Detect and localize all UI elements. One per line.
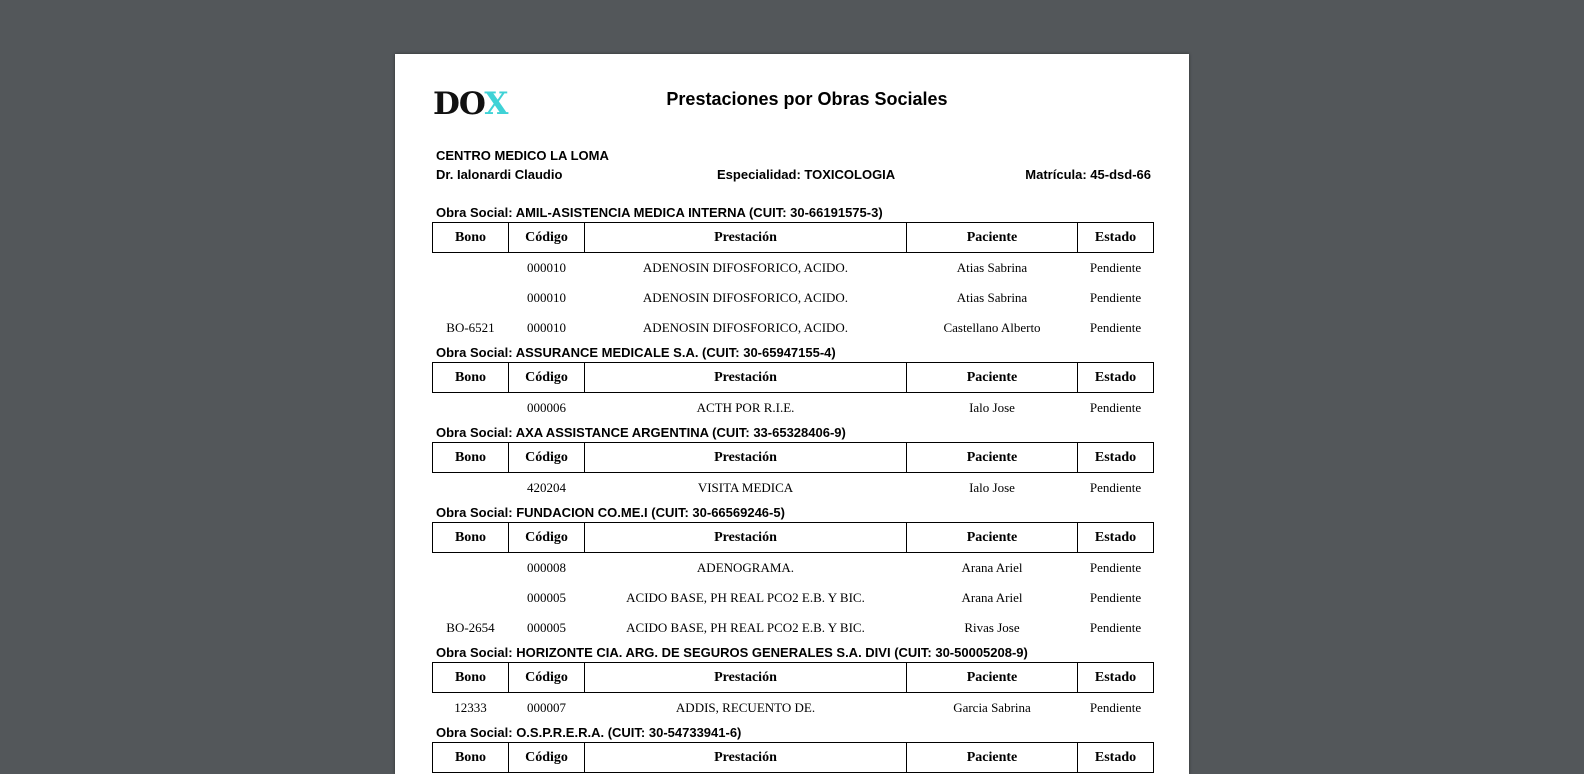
cell-codigo: 420204 xyxy=(527,480,566,495)
column-header-prestacion: Prestación xyxy=(585,663,907,693)
cell-estado: Pendiente xyxy=(1089,560,1142,575)
column-header-prestacion: Prestación xyxy=(585,223,907,253)
column-header-codigo: Código xyxy=(509,663,585,693)
column-header-codigo: Código xyxy=(509,523,585,553)
cell-estado: Pendiente xyxy=(1089,700,1142,715)
obra-social-title: Obra Social: AXA ASSISTANCE ARGENTINA (CUIT: 33-65328406-9) xyxy=(436,425,846,440)
cell-codigo: 000010 xyxy=(527,260,566,275)
column-header-bono: Bono xyxy=(433,363,509,393)
cell-estado: Pendiente xyxy=(1089,590,1142,605)
column-header-paciente: Paciente xyxy=(907,743,1078,773)
column-header-bono: Bono xyxy=(433,523,509,553)
prestaciones-table xyxy=(432,222,1154,343)
specialty: Especialidad: TOXICOLOGIA xyxy=(717,167,896,182)
table-row xyxy=(433,553,1154,584)
table-row xyxy=(433,253,1154,284)
cell-bono xyxy=(433,583,509,613)
cell-prestacion: ADENOSIN DIFOSFORICO, ACIDO. xyxy=(642,260,849,275)
column-header-paciente: Paciente xyxy=(907,663,1078,693)
column-header-prestacion: Prestación xyxy=(585,743,907,773)
cell-codigo: 000008 xyxy=(527,560,566,575)
cell-paciente: Rivas Jose xyxy=(964,620,1020,635)
column-header-paciente: Paciente xyxy=(907,363,1078,393)
prestaciones-table xyxy=(432,442,1154,503)
cell-bono xyxy=(433,393,509,424)
cell-bono xyxy=(433,283,509,313)
table-header-row xyxy=(433,663,1154,693)
cell-estado: Pendiente xyxy=(1089,260,1142,275)
prestaciones-table xyxy=(432,362,1154,423)
cell-paciente: Atias Sabrina xyxy=(956,260,1028,275)
column-header-paciente: Paciente xyxy=(907,223,1078,253)
column-header-prestacion: Prestación xyxy=(585,363,907,393)
obra-social-title: Obra Social: AMIL-ASISTENCIA MEDICA INTERNA (CUIT: 30-66191575-3) xyxy=(436,205,883,220)
logo-accent-letter: X xyxy=(484,86,508,122)
report-page xyxy=(395,54,1189,774)
table-row xyxy=(433,583,1154,613)
prestaciones-table xyxy=(432,522,1154,643)
cell-codigo: 000010 xyxy=(527,290,566,305)
cell-paciente: Castellano Alberto xyxy=(943,320,1041,335)
table-row xyxy=(433,613,1154,643)
table-row xyxy=(433,693,1154,724)
cell-paciente: Ialo Jose xyxy=(969,480,1015,495)
prestaciones-table xyxy=(432,742,1154,773)
column-header-estado: Estado xyxy=(1078,743,1154,773)
column-header-bono: Bono xyxy=(433,743,509,773)
cell-prestacion: ADENOSIN DIFOSFORICO, ACIDO. xyxy=(642,320,849,335)
cell-bono: BO-2654 xyxy=(446,620,495,635)
table-header-row xyxy=(433,443,1154,473)
column-header-codigo: Código xyxy=(509,363,585,393)
cell-bono xyxy=(433,253,509,284)
cell-bono xyxy=(433,553,509,584)
page-title: Prestaciones por Obras Sociales xyxy=(666,89,948,109)
logo-text: DO xyxy=(433,86,485,122)
table-row xyxy=(433,313,1154,343)
column-header-estado: Estado xyxy=(1078,523,1154,553)
column-header-prestacion: Prestación xyxy=(585,523,907,553)
column-header-paciente: Paciente xyxy=(907,523,1078,553)
cell-bono: 12333 xyxy=(454,700,487,715)
cell-estado: Pendiente xyxy=(1089,320,1142,335)
cell-bono: BO-6521 xyxy=(446,320,495,335)
cell-codigo: 000005 xyxy=(527,620,566,635)
cell-bono xyxy=(433,473,509,504)
column-header-estado: Estado xyxy=(1078,223,1154,253)
cell-paciente: Arana Ariel xyxy=(961,560,1023,575)
cell-prestacion: ADENOSIN DIFOSFORICO, ACIDO. xyxy=(642,290,849,305)
center-name: CENTRO MEDICO LA LOMA xyxy=(436,148,609,163)
cell-paciente: Ialo Jose xyxy=(969,400,1015,415)
table-header-row xyxy=(433,363,1154,393)
cell-prestacion: VISITA MEDICA xyxy=(697,480,794,495)
column-header-bono: Bono xyxy=(433,443,509,473)
cell-prestacion: ADENOGRAMA. xyxy=(696,560,795,575)
obra-social-title: Obra Social: ASSURANCE MEDICALE S.A. (CUIT: 30-65947155-4) xyxy=(436,345,836,360)
table-row xyxy=(433,473,1154,504)
obra-social-title: Obra Social: HORIZONTE CIA. ARG. DE SEGUROS GENERALES S.A. DIVI (CUIT: 30-50005208-9) xyxy=(436,645,1028,660)
cell-estado: Pendiente xyxy=(1089,290,1142,305)
cell-prestacion: ADDIS, RECUENTO DE. xyxy=(675,700,816,715)
cell-prestacion: ACTH POR R.I.E. xyxy=(696,400,795,415)
cell-estado: Pendiente xyxy=(1089,480,1142,495)
column-header-codigo: Código xyxy=(509,743,585,773)
column-header-prestacion: Prestación xyxy=(585,443,907,473)
table-header-row xyxy=(433,223,1154,253)
column-header-estado: Estado xyxy=(1078,363,1154,393)
table-header-row xyxy=(433,743,1154,773)
cell-prestacion: ACIDO BASE, PH REAL PCO2 E.B. Y BIC. xyxy=(626,620,865,635)
cell-codigo: 000006 xyxy=(527,400,566,415)
obra-social-groups xyxy=(432,203,1151,773)
cell-paciente: Atias Sabrina xyxy=(956,290,1028,305)
obra-social-title: Obra Social: FUNDACION CO.ME.I (CUIT: 30-66569246-5) xyxy=(436,505,785,520)
table-row xyxy=(433,283,1154,313)
cell-paciente: Arana Ariel xyxy=(961,590,1023,605)
cell-codigo: 000010 xyxy=(527,320,566,335)
cell-estado: Pendiente xyxy=(1089,620,1142,635)
cell-codigo: 000007 xyxy=(527,700,566,715)
prestaciones-table xyxy=(432,662,1154,723)
column-header-paciente: Paciente xyxy=(907,443,1078,473)
column-header-bono: Bono xyxy=(433,663,509,693)
cell-estado: Pendiente xyxy=(1089,400,1142,415)
cell-prestacion: ACIDO BASE, PH REAL PCO2 E.B. Y BIC. xyxy=(626,590,865,605)
doctor-name: Dr. Ialonardi Claudio xyxy=(436,167,563,182)
column-header-estado: Estado xyxy=(1078,663,1154,693)
obra-social-title: Obra Social: O.S.P.R.E.R.A. (CUIT: 30-54733941-6) xyxy=(436,725,742,740)
column-header-bono: Bono xyxy=(433,223,509,253)
table-row xyxy=(433,393,1154,424)
cell-paciente: Garcia Sabrina xyxy=(953,700,1031,715)
cell-codigo: 000005 xyxy=(527,590,566,605)
column-header-estado: Estado xyxy=(1078,443,1154,473)
column-header-codigo: Código xyxy=(509,223,585,253)
column-header-codigo: Código xyxy=(509,443,585,473)
table-header-row xyxy=(433,523,1154,553)
license-number: Matrícula: 45-dsd-66 xyxy=(1025,167,1151,182)
